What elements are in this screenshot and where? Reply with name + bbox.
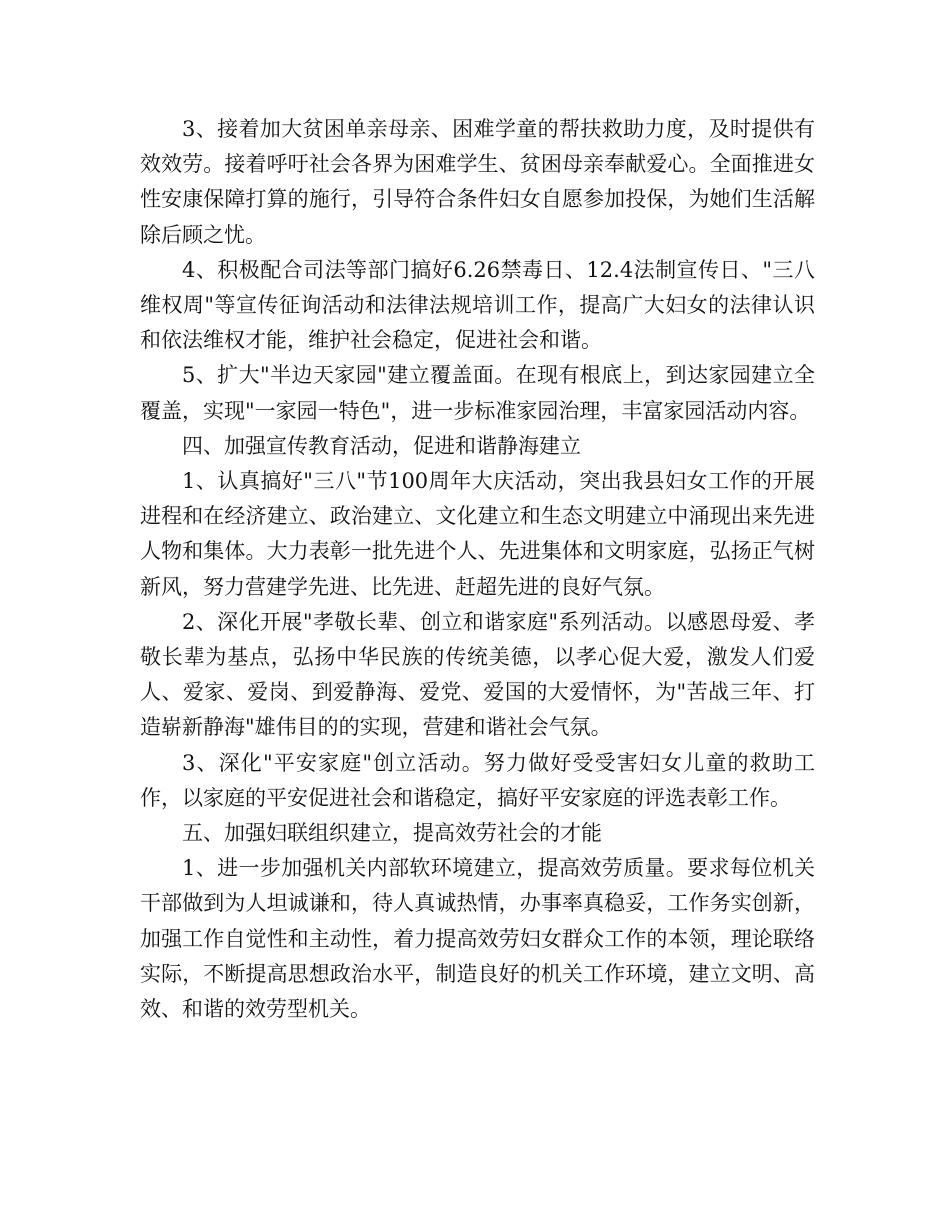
section-heading-four: 四、加强宣传教育活动，促进和谐静海建立: [182, 433, 581, 458]
section-heading-five: 五、加强妇联组织建立，提高效劳社会的才能: [182, 821, 602, 846]
paragraph-legal-publicity: 4、积极配合司法等部门搞好6.26禁毒日、12.4法制宣传日、"三八维权周"等宣传征询活动和法律法规培训工作，提高广大妇女的法律认识和依法维权才能，维护社会稳定，促进社会和谐。: [140, 257, 815, 353]
document-body: [140, 112, 815, 1027]
paragraph-organ-environment: 1、进一步加强机关内部软环境建立，提高效劳质量。要求每位机关干部做到为人坦诚谦和，待人真诚热情，办事率真稳妥，工作务实创新，加强工作自觉性和主动性，着力提高效劳妇女群众工作的本领，理论联络实际，不断提高思想政治水平，制造良好的机关工作环境，建立文明、高效、和谐的效劳型机关。: [140, 856, 815, 1022]
paragraph-half-sky-home: 5、扩大"半边天家园"建立覆盖面。在现有根底上，到达家园建立全覆盖，实现"一家园一特色"，进一步标准家园治理，丰富家园活动内容。: [140, 363, 815, 423]
paragraph-safe-family: 3、深化"平安家庭"创立活动。努力做好受受害妇女儿童的救助工作，以家庭的平安促进社会和谐稳定，搞好平安家庭的评选表彰工作。: [140, 750, 815, 810]
paragraph-filial-piety-activities: 2、深化开展"孝敬长辈、创立和谐家庭"系列活动。以感恩母爱、孝敬长辈为基点，弘扬中华民族的传统美德，以孝心促大爱，激发人们爱人、爱家、爱岗、到爱静海、爱党、爱国的大爱情怀，为"苦战三年、打造崭新静海"雄伟目的的实现，营建和谐社会气氛。: [140, 609, 815, 740]
paragraph-march-eighth-centenary: 1、认真搞好"三八"节100周年大庆活动，突出我县妇女工作的开展进程和在经济建立、政治建立、文化建立和生态文明建立中涌现出来先进人物和集体。大力表彰一批先进个人、先进集体和文明家庭，弘扬正气树新风，努力营建学先进、比先进、赶超先进的良好气氛。: [140, 469, 815, 599]
paragraph-aid-single-mothers: 3、接着加大贫困单亲母亲、困难学童的帮扶救助力度，及时提供有效效劳。接着呼吁社会各界为困难学生、贫困母亲奉献爱心。全面推进女性安康保障打算的施行，引导符合条件妇女自愿参加投保，为她们生活解除后顾之忧。: [140, 117, 815, 247]
